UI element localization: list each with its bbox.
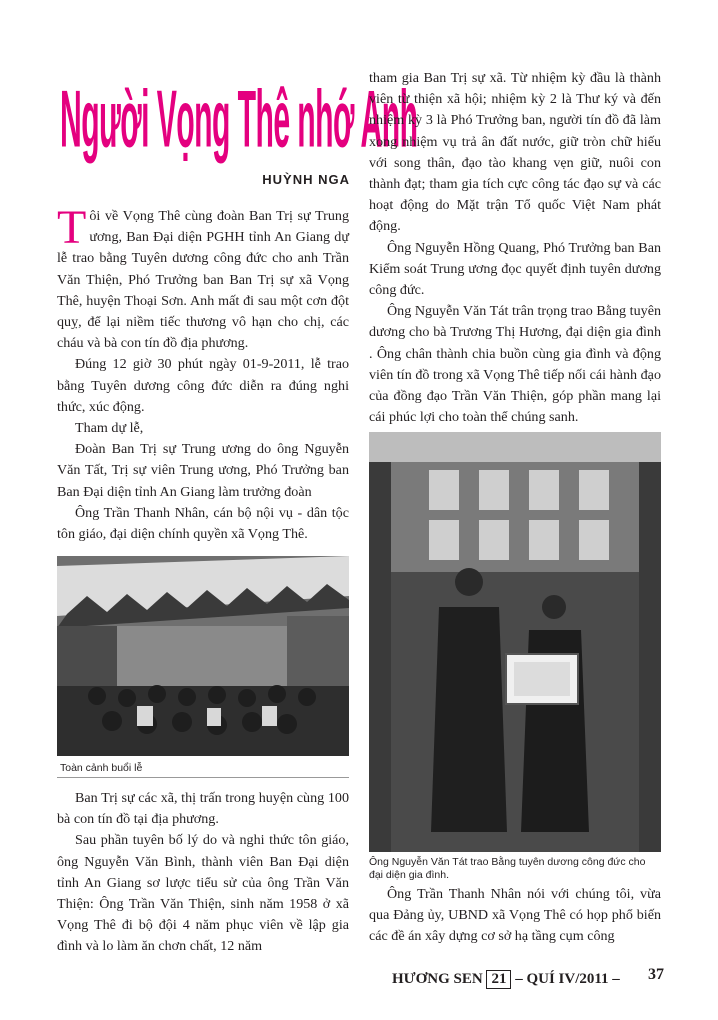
drop-cap: T (57, 201, 87, 254)
right-column-continued (369, 884, 661, 948)
paragraph: Tham dự lễ, (75, 420, 144, 437)
issue-number: 21 (486, 970, 511, 989)
award-caption: Ông Nguyễn Văn Tát trao Bằng tuyên dương công đức cho đại diện gia đình. (369, 856, 646, 881)
left-column-continued (57, 788, 349, 958)
paragraph: Sau phần tuyên bố lý do và nghi thức tôn giáo, ông Nguyễn Văn Bình, thành viên Ban Đại diện tỉnh An Giang sơ lược tiểu sử của ông Trần Văn Thiện: Ông Trần Văn Thiện, sinh năm 1958 ở xã Vọng Thê đi bộ đội 4 năm phục viên về lập gia đình và lo làm ăn chơn chất, 12 năm (57, 832, 349, 955)
ceremony-photo-image (57, 556, 349, 756)
paragraph: Đúng 12 giờ 30 phút ngày 01-9-2011, lễ trao bằng Tuyên dương công đức diễn ra đúng nghi thức, xúc động. (57, 356, 349, 415)
article-title: Người Vọng Thê nhớ Anh (60, 75, 418, 166)
award-photo-image (369, 432, 661, 852)
magazine-name: HƯƠNG SEN (392, 971, 483, 987)
paragraph: Đoàn Ban Trị sự Trung ương do ông Nguyễn Văn Tất, Trị sự viên Trung ương, Phó Trưởng ban Ban Đại diện tỉnh An Giang làm trưởng đoàn (57, 441, 349, 500)
left-column (57, 201, 349, 545)
paragraph: Tôi về Vọng Thê cùng đoàn Ban Trị sự Trung ương, Ban Đại diện PGHH tỉnh An Giang dự lễ trao bằng Tuyên dương công đức cho anh Trần Văn Thiện, Phó Trưởng ban Ban Trị sự xã Vọng Thê, huyện Thoại Sơn. Anh mất đi sau một cơn đột quỵ, để lại niềm tiếc thương vô hạn cho chị, các cháu và bà con tín đồ địa phương. (57, 201, 349, 352)
paragraph: Ông Trần Thanh Nhân nói với chúng tôi, vừa qua Đảng ủy, UBND xã Vọng Thê có họp phổ biến các đề án xây dựng cơ sở hạ tầng cụm công (369, 886, 661, 945)
caption-divider (57, 777, 349, 778)
paragraph: tham gia Ban Trị sự xã. Từ nhiệm kỳ đầu là thành viên từ thiện xã hội; nhiệm kỳ 2 là Thư ký và đến nhiệm kỳ 3 là Phó Trưởng ban, người tín đồ đã làm xong nhiệm vụ trả ân đất nước, giữ tròn chữ hiếu với song thân, đạo tào khang vẹn giữ, nuôi con thành đạt; tham gia tích cực công tác đạo sự và các hoạt động do Mặt trận Tổ quốc Việt Nam phát động. (369, 70, 661, 235)
ceremony-photo (57, 556, 349, 756)
paragraph: Ông Trần Thanh Nhân, cán bộ nội vụ - dân tộc tôn giáo, đại diện chính quyền xã Vọng Thê. (57, 504, 349, 543)
right-column (369, 68, 661, 428)
article-author: HUỲNH NGA (262, 172, 350, 187)
paragraph: Ban Trị sự các xã, thị trấn trong huyện cùng 100 bà con tín đồ tại địa phương. (57, 790, 349, 828)
paragraph: Ông Nguyễn Hồng Quang, Phó Trưởng ban Ban Kiểm soát Trung ương đọc quyết định tuyên dương công đức. (369, 239, 661, 299)
issue-quarter: – QUÍ IV/2011 – (515, 971, 620, 987)
award-photo (369, 432, 661, 852)
magazine-footer (392, 970, 620, 989)
paragraph: Ông Nguyễn Văn Tát trân trọng trao Bằng tuyên dương cho bà Trương Thị Hương, đại diện gia đình . Ông chân thành chia buồn cùng gia đình và động viên tín đồ trong xã Vọng Thê tiếp nối cái hành đạo của đồng đạo Trần Văn Thiện, góp phần mang lại cái phúc lợi cho toàn thể chúng sanh. (369, 303, 661, 426)
ceremony-caption: Toàn cảnh buổi lễ (60, 762, 143, 774)
page-number: 37 (648, 966, 664, 983)
